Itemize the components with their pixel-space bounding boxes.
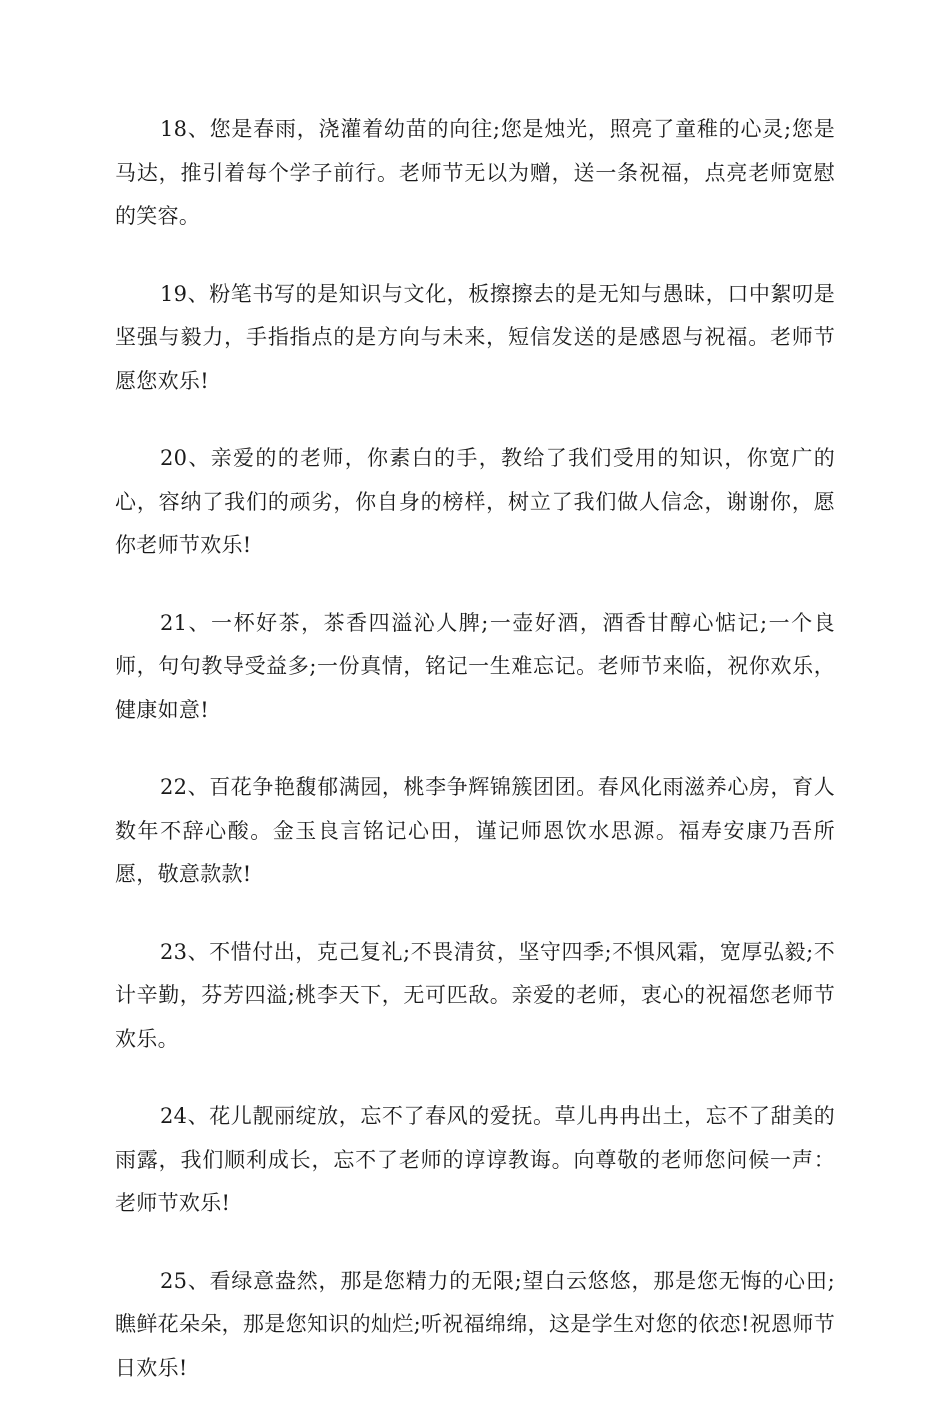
paragraph-25: 25、看绿意盎然，那是您精力的无限;望白云悠悠，那是您无悔的心田;瞧鲜花朵朵，那是您知识的灿烂;听祝福绵绵，这是学生对您的依恋!祝恩师节日欢乐! bbox=[115, 1268, 835, 1380]
paragraph-18: 18、您是春雨，浇灌着幼苗的向往;您是烛光，照亮了童稚的心灵;您是马达，推引着每个学子前行。老师节无以为赠，送一条祝福，点亮老师宽慰的笑容。 bbox=[115, 117, 835, 228]
paragraph-21: 21、一杯好茶，茶香四溢沁人脾;一壶好酒，酒香甘醇心惦记;一个良师，句句教导受益多;一份真情，铭记一生难忘记。老师节来临，祝你欢乐，健康如意! bbox=[115, 610, 835, 722]
paragraph-19: 19、粉笔书写的是知识与文化，板擦擦去的是无知与愚昧，口中絮叨是坚强与毅力，手指指点的是方向与未来，短信发送的是感恩与祝福。老师节愿您欢乐! bbox=[115, 281, 835, 393]
paragraph-22: 22、百花争艳馥郁满园，桃李争辉锦簇团团。春风化雨滋养心房，育人数年不辞心酸。金玉良言铭记心田，谨记师恩饮水思源。福寿安康乃吾所愿，敬意款款! bbox=[115, 775, 835, 886]
paragraph-20: 20、亲爱的的老师，你素白的手，教给了我们受用的知识，你宽广的心，容纳了我们的顽劣，你自身的榜样，树立了我们做人信念，谢谢你，愿你老师节欢乐! bbox=[115, 446, 835, 557]
paragraph-23: 23、不惜付出，克己复礼;不畏清贫，坚守四季;不惧风霜，宽厚弘毅;不计辛勤，芬芳四溢;桃李天下，无可匹敌。亲爱的老师，衷心的祝福您老师节欢乐。 bbox=[115, 939, 835, 1051]
paragraph-24: 24、花儿靓丽绽放，忘不了春风的爱抚。草儿冉冉出土，忘不了甜美的雨露，我们顺利成长，忘不了老师的谆谆教诲。向尊敬的老师您问候一声：老师节欢乐! bbox=[115, 1104, 835, 1215]
document-body bbox=[115, 108, 835, 1424]
